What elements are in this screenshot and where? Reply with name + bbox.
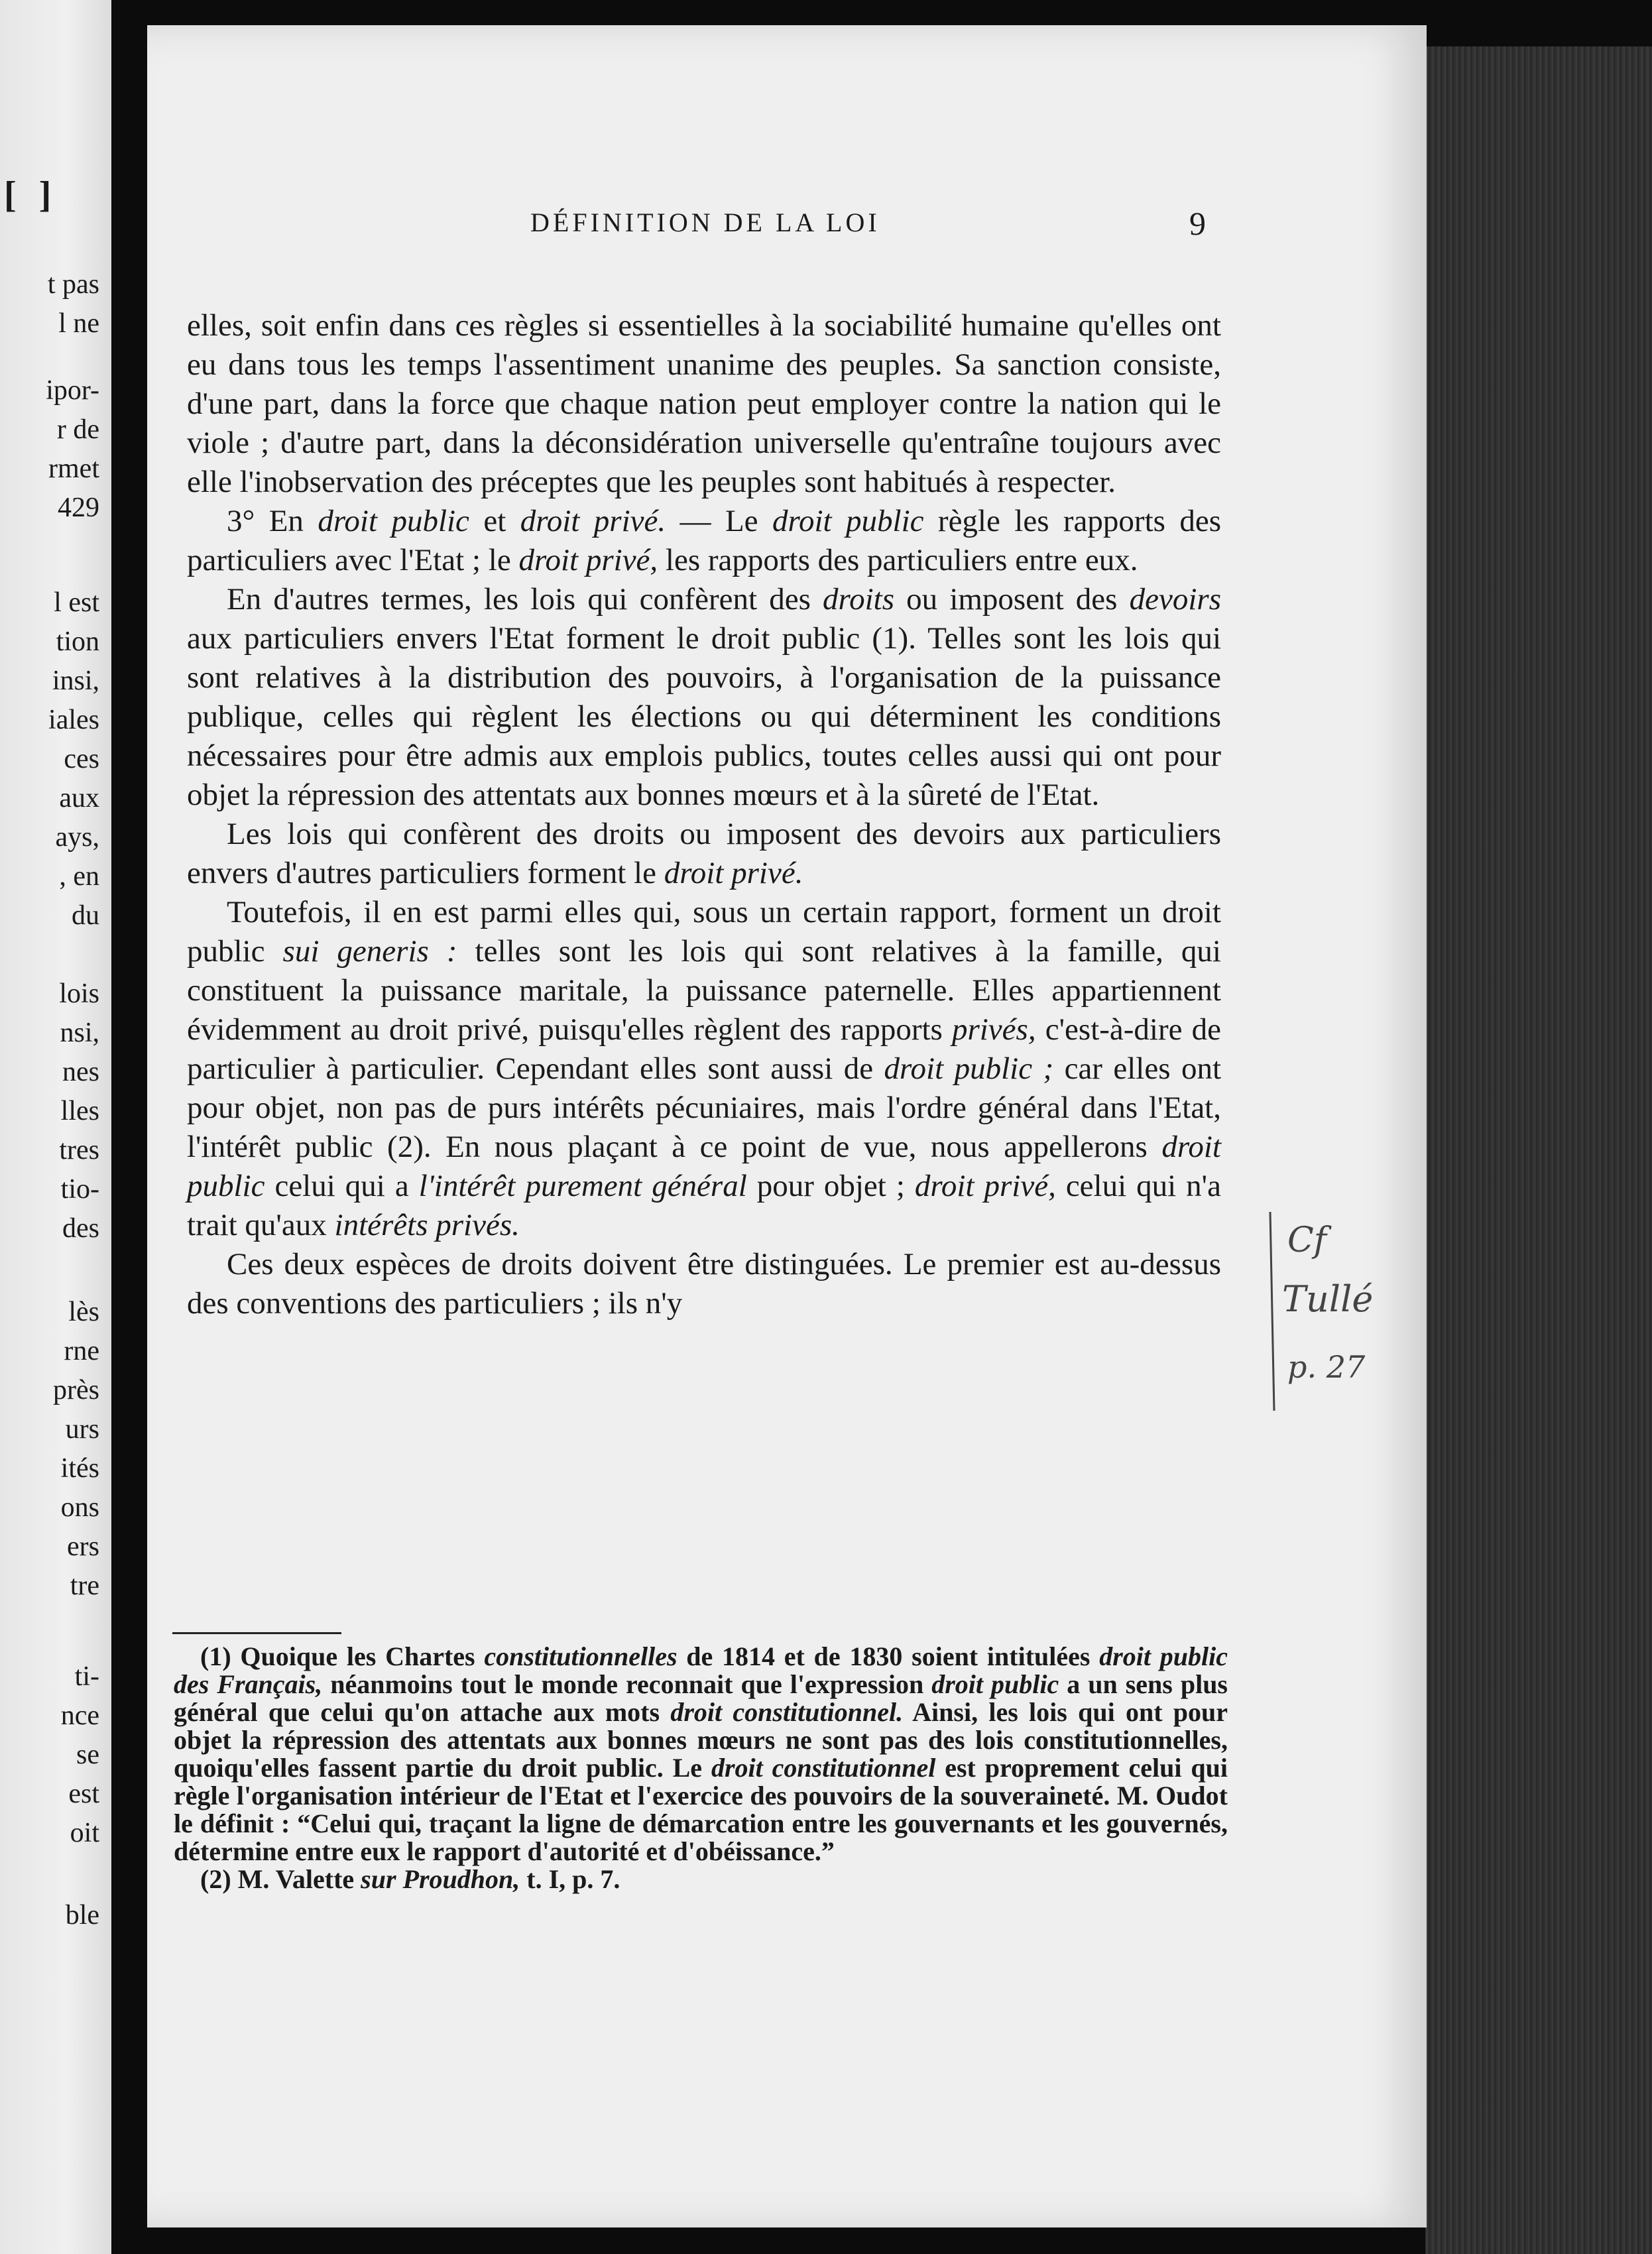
paragraph-3: [187, 580, 1221, 815]
paragraph-6: Ces deux espèces de droits doivent être distinguées. Le premier est au-dessus des conventions des particuliers ; ils n'y: [187, 1247, 1221, 1321]
footnote-1: [174, 1643, 1228, 1866]
footnote-rule: [172, 1632, 341, 1634]
left-page-fragment: lois: [59, 979, 99, 1009]
left-page-fragment: ons: [60, 1492, 99, 1523]
paragraph-2: [187, 502, 1221, 580]
left-page-fragment: aux: [59, 783, 99, 813]
left-page-fragment: rne: [64, 1336, 99, 1366]
text-span: est proprement celui qui règle l'organisation intérieur de l'Etat et l'exercice des pouvoirs de la souveraineté. M. Oudot le définit : “Celui qui, traçant la ligne de démarcation entre les gouvernants et les gouvernés, détermine entre eux le rapport d'autorité et d'obéissance.”: [174, 1753, 1228, 1866]
italic-span: droit constitutionnel.: [670, 1697, 904, 1727]
left-page-fragment: nsi,: [60, 1018, 99, 1048]
text-span: telles sont les lois qui sont relatives à la famille, qui constituent la puissance maritale, la puissance paternelle. Elles appartiennent évidemment au droit privé, puisqu'elles règlent des rapports: [187, 934, 1221, 1047]
page-header: [147, 207, 1427, 247]
text-span: ou imposent des: [894, 582, 1130, 617]
italic-span: droit privé.: [664, 856, 803, 890]
handwritten-margin-note: [1268, 1212, 1387, 1411]
book-page-edge: [1425, 46, 1652, 2254]
text-span: les rapports des particuliers entre eux.: [658, 543, 1138, 577]
text-span: celui qui a: [265, 1169, 419, 1203]
left-page-fragment: ti-: [74, 1661, 99, 1692]
left-page-fragment: nce: [60, 1700, 99, 1731]
italic-span: droit privé,: [914, 1169, 1056, 1203]
left-page-fragment: insi,: [52, 666, 99, 696]
left-page-fragment: urs: [65, 1414, 99, 1445]
text-span: et: [469, 504, 520, 538]
text-span: — Le: [666, 504, 772, 538]
left-page-fragment: nes: [62, 1057, 99, 1087]
left-page-fragment: lès: [68, 1297, 99, 1327]
left-page-fragment: tre: [70, 1571, 99, 1601]
text-span: car elles ont pour objet, non pas de purs intérêts pécuniaires, mais l'ordre général dans l'Etat, l'intérêt public (2). En nous plaçant à ce point de vue, nous appellerons: [187, 1051, 1221, 1164]
left-page-fragment: du: [72, 900, 99, 931]
italic-span: droits: [823, 582, 894, 617]
text-span: pour objet ;: [746, 1169, 915, 1203]
handwriting-line: Cf: [1287, 1220, 1327, 1260]
italic-span: l'intérêt purement général: [418, 1169, 747, 1203]
text-span: 3° En: [227, 504, 318, 538]
left-page-fragment: tio-: [60, 1174, 99, 1205]
text-span: celui qui n'a trait qu'aux: [187, 1169, 1222, 1242]
left-page-fragment: , en: [59, 861, 99, 892]
left-page-fragment: ces: [64, 744, 99, 774]
left-page-fragment: ers: [67, 1531, 99, 1562]
paragraph-5: [187, 893, 1221, 1245]
left-page-fragment: r de: [56, 414, 99, 445]
text-span: (1) Quoique les Chartes: [200, 1641, 485, 1671]
footnote-2: [174, 1866, 1228, 1893]
italic-span: droit public: [931, 1669, 1059, 1699]
left-page-fragment: iales: [48, 705, 99, 735]
left-page-fragment: des: [62, 1213, 99, 1244]
book-page: [147, 25, 1427, 2227]
left-page-bracket: [ ]: [4, 174, 58, 215]
left-page-fragment: rmet: [48, 453, 99, 484]
text-span: Les lois qui confèrent des droits ou imposent des devoirs aux particuliers envers d'autres particuliers forment le: [187, 817, 1221, 890]
left-page-fragment: oit: [70, 1818, 99, 1848]
text-span: aux particuliers envers l'Etat forment le droit public (1). Telles sont les lois qui sont relatives à la distribution des pouvoirs, à l'organisation de la puissance publique, celles qui règlent les élections ou qui déterminent les conditions nécessaires pour être admis aux emplois publics, toutes celles aussi qui ont pour objet la répression des attentats aux bonnes mœurs et à la sûreté de l'Etat.: [187, 621, 1221, 812]
left-page-fragment: lles: [60, 1096, 99, 1126]
text-span: de 1814 et de 1830 soient intitulées: [677, 1641, 1100, 1671]
left-page-fragment: l est: [54, 587, 99, 618]
italic-span: droit public: [772, 504, 924, 538]
italic-span: sui generis :: [282, 934, 457, 969]
text-span: néanmoins tout le monde reconnait que l'expression: [322, 1669, 932, 1699]
page-number: 9: [1189, 205, 1206, 242]
body-text: [187, 306, 1221, 1323]
paragraph-4: [187, 815, 1221, 893]
left-page-fragment: ble: [65, 1900, 99, 1930]
italic-span: privés,: [951, 1012, 1036, 1047]
italic-span: droit privé.: [520, 504, 666, 538]
left-page-fragment: tion: [56, 626, 99, 657]
italic-span: droit public ;: [884, 1051, 1054, 1086]
text-span: t. I, p. 7.: [520, 1864, 620, 1894]
text-span: En d'autres termes, les lois qui confèrent des: [227, 582, 823, 617]
running-head: DÉFINITION DE LA LOI: [530, 208, 880, 237]
text-span: (2) M. Valette: [200, 1864, 361, 1894]
left-facing-page: [0, 0, 111, 2254]
italic-span: devoirs: [1129, 582, 1221, 617]
italic-span: droit privé,: [518, 543, 658, 577]
handwriting-line: Tullé: [1282, 1278, 1374, 1320]
italic-span: sur Proudhon,: [361, 1864, 520, 1894]
italic-span: constitutionnelles: [484, 1641, 678, 1671]
left-page-fragment: se: [76, 1740, 99, 1770]
left-page-fragment: 429: [58, 493, 99, 523]
left-page-fragment: l ne: [58, 308, 99, 339]
text-span: Toutefois, il en est parmi elles qui, sous un certain rapport, forment un droit public: [187, 895, 1221, 969]
footnotes: [174, 1643, 1228, 1893]
paragraph-1: elles, soit enfin dans ces règles si essentielles à la sociabilité humaine qu'elles ont eu dans tous les temps l'assentiment unanime des peuples. Sa sanction consiste, d'une part, dans la force que chaque nation peut employer contre la nation qui le viole ; d'autre part, dans la déconsidération universelle qu'entraîne toujours avec elle l'inobservation des préceptes que les peuples sont habitués à respecter.: [187, 308, 1221, 499]
italic-span: droit public des Français,: [174, 1641, 1228, 1699]
italic-span: droit constitutionnel: [711, 1753, 936, 1783]
left-page-fragment: est: [68, 1779, 99, 1809]
italic-span: droit public: [187, 1130, 1221, 1203]
text-span: c'est-à-dire de particulier à particulier. Cependant elles sont aussi de: [187, 1012, 1221, 1086]
left-page-fragment: près: [53, 1375, 99, 1405]
left-page-fragment: ités: [60, 1453, 99, 1484]
left-page-fragment: t pas: [47, 269, 99, 300]
text-span: a un sens plus général que celui qu'on attache aux mots: [174, 1669, 1228, 1727]
left-page-fragment: tres: [59, 1135, 99, 1165]
left-page-fragment: ays,: [55, 822, 99, 853]
text-span: Ainsi, les lois qui ont pour objet la répression des attentats aux bonnes mœurs ne sont pas des lois constitutionnelles, quoiqu'elles fassent partie du droit public. Le: [174, 1697, 1228, 1783]
text-span: règle les rapports des particuliers avec l'Etat ; le: [187, 504, 1221, 577]
italic-span: intérêts privés.: [334, 1208, 520, 1242]
italic-span: droit public: [318, 504, 469, 538]
handwriting-line: p. 27: [1287, 1349, 1366, 1385]
left-page-fragment: ipor-: [46, 375, 99, 406]
